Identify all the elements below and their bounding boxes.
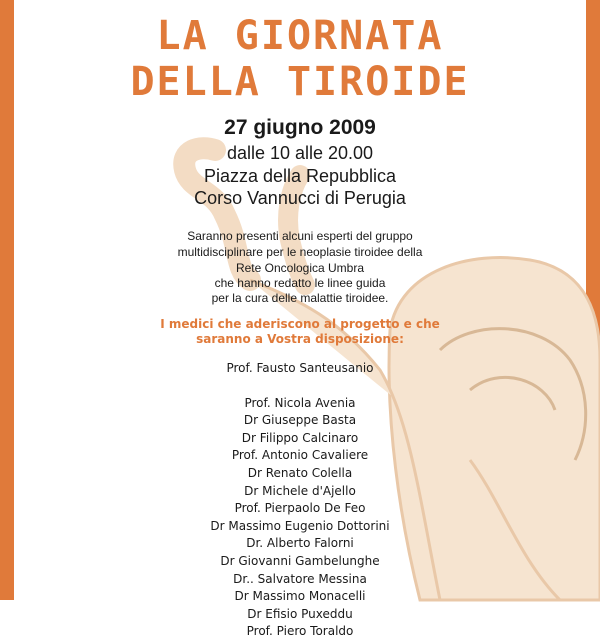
highlight-line: I medici che aderiscono al progetto e che (160, 317, 440, 331)
list-spacer (0, 378, 600, 395)
lead-doctor: Prof. Fausto Santeusanio (226, 361, 374, 375)
doctor-item: Dr Giovanni Gambelunghe (220, 553, 380, 568)
doctor-item: Dr Massimo Eugenio Dottorini (210, 518, 390, 533)
description-line: per la cura delle malattie tiroidee. (211, 291, 389, 305)
description-line: che hanno redatto le linee guida (214, 276, 386, 290)
highlight-line: saranno a Vostra disposizione: (196, 332, 404, 346)
doctor-item: Prof. Pierpaolo De Feo (234, 501, 366, 516)
description-line: Rete Oncologica Umbra (235, 261, 365, 275)
doctor-item: Dr Renato Colella (247, 465, 353, 480)
title-line-1: LA GIORNATA (156, 13, 444, 59)
title-line-2: DELLA TIROIDE (130, 59, 470, 105)
doctor-item: Dr Efisio Puxeddu (247, 606, 353, 621)
doctor-item: Prof. Antonio Cavaliere (231, 448, 369, 463)
event-date: 27 giugno 2009 (224, 116, 376, 139)
description-line: Saranno presenti alcuni esperti del gruppo (187, 229, 413, 243)
doctor-item: Dr Filippo Calcinaro (241, 430, 359, 445)
doctor-item: Prof. Nicola Avenia (244, 395, 356, 410)
doctors-list (0, 360, 600, 641)
event-place: Piazza della Repubblica (203, 166, 397, 186)
event-time: dalle 10 alle 20.00 (226, 143, 374, 163)
description-line: multidisciplinare per le neoplasie tiroidee della (177, 245, 423, 259)
doctor-item: Dr Massimo Monacelli (234, 589, 366, 604)
doctor-item: Dr. Alberto Falorni (246, 536, 354, 551)
doctor-item: Dr Giuseppe Basta (243, 413, 357, 428)
doctor-item: Dr.. Salvatore Messina (233, 571, 367, 586)
doctor-item: Prof. Piero Toraldo (246, 624, 354, 639)
event-street: Corso Vannucci di Perugia (194, 188, 406, 208)
doctor-item: Dr Michele d'Ajello (244, 483, 356, 498)
